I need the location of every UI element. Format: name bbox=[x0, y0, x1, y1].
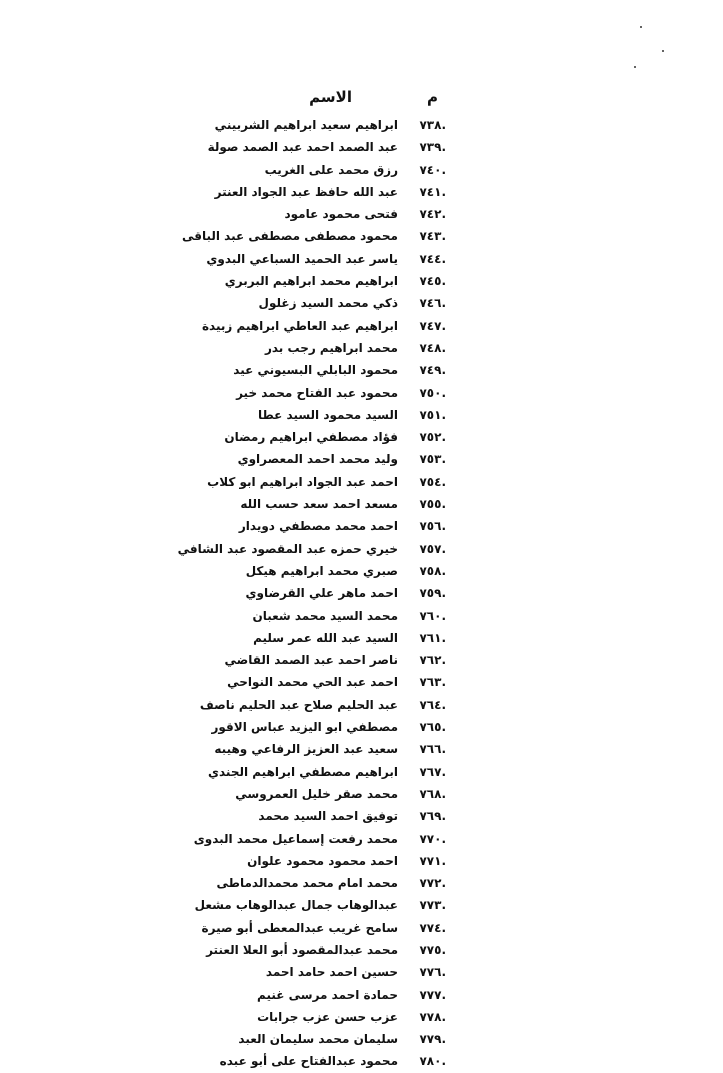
list-item bbox=[200, 448, 460, 470]
row-number: .٧٥٤ bbox=[419, 474, 446, 489]
scan-speck bbox=[640, 26, 642, 28]
list-item bbox=[200, 671, 460, 693]
row-number: .٧٧٦ bbox=[419, 965, 446, 980]
row-name: محمد السيد محمد شعبان bbox=[252, 608, 398, 623]
row-name: سعيد عبد العزيز الرفاعي وهيبه bbox=[214, 742, 398, 757]
row-name: محمود مصطفى مصطفى عبد الباقى bbox=[181, 229, 398, 244]
row-name: سليمان محمد سليمان العبد bbox=[238, 1032, 398, 1047]
row-number: .٧٥٢ bbox=[419, 430, 446, 445]
list-item bbox=[200, 292, 460, 314]
list-item bbox=[200, 136, 460, 158]
row-name: صبري محمد ابراهيم هيكل bbox=[245, 563, 398, 578]
row-number: .٧٦٠ bbox=[419, 608, 446, 623]
list-item bbox=[200, 761, 460, 783]
list-item bbox=[200, 1006, 460, 1028]
row-name: فتحى محمود عامود bbox=[284, 207, 398, 222]
scan-speck bbox=[634, 66, 636, 68]
row-number: .٧٦٣ bbox=[419, 675, 446, 690]
row-number: .٧٨٠ bbox=[419, 1054, 446, 1069]
row-name: خيري حمزه عبد المقصود عبد الشافي bbox=[177, 541, 398, 556]
list-item bbox=[200, 716, 460, 738]
row-number: .٧٥٧ bbox=[419, 541, 446, 556]
list-item bbox=[200, 359, 460, 381]
header-name-label: الاسم bbox=[309, 88, 352, 106]
list-item bbox=[200, 694, 460, 716]
list-item bbox=[200, 560, 460, 582]
row-name: احمد عبد الجواد ابراهيم ابو كلاب bbox=[207, 474, 398, 489]
list-item bbox=[200, 917, 460, 939]
list-item bbox=[200, 805, 460, 827]
row-name: محمود عبدالفتاح على أبو عبده bbox=[219, 1054, 398, 1069]
table-header bbox=[230, 88, 460, 110]
row-number: .٧٤٠ bbox=[419, 162, 446, 177]
list-item bbox=[200, 337, 460, 359]
row-number: .٧٦٩ bbox=[419, 809, 446, 824]
row-number: .٧٣٨ bbox=[419, 118, 446, 132]
row-name: محمد صقر خليل العمروسي bbox=[235, 786, 398, 801]
row-name: احمد عبد الحي محمد النواحي bbox=[227, 675, 398, 690]
list-item bbox=[200, 582, 460, 604]
row-name: احمد محمود محمود علوان bbox=[247, 853, 398, 868]
row-name: عبد الصمد احمد عبد الصمد صولة bbox=[207, 140, 398, 155]
row-number: .٧٤٤ bbox=[419, 251, 446, 266]
row-name: ابراهيم مصطفي ابراهيم الجندي bbox=[207, 764, 398, 779]
list-item bbox=[200, 850, 460, 872]
row-number: .٧٧٨ bbox=[419, 1009, 446, 1024]
row-name: مصطفي ابو اليزيد عباس الاقور bbox=[211, 720, 398, 735]
row-number: .٧٦١ bbox=[419, 630, 446, 645]
list-item bbox=[200, 426, 460, 448]
list-item bbox=[194, 894, 460, 916]
row-name: محمد امام محمد محمدالدماطى bbox=[216, 876, 398, 891]
row-name: محمد رفعت إسماعيل محمد البدوى bbox=[193, 831, 398, 846]
row-name: توفيق احمد السيد محمد bbox=[258, 809, 398, 824]
names-list bbox=[177, 114, 460, 1073]
row-name: عزب حسن عزب جرابات bbox=[257, 1009, 398, 1024]
row-name: ذكي محمد السيد زغلول bbox=[258, 296, 398, 311]
row-number: .٧٤٧ bbox=[419, 318, 446, 333]
list-item bbox=[200, 649, 460, 671]
list-item bbox=[200, 627, 460, 649]
row-number: .٧٧٢ bbox=[419, 876, 446, 891]
list-item bbox=[200, 872, 460, 894]
row-number: .٧٣٩ bbox=[419, 140, 446, 155]
row-number: .٧٤٨ bbox=[419, 340, 446, 355]
list-item bbox=[200, 382, 460, 404]
row-name: سامح غريب عبدالمعطى أبو صيرة bbox=[201, 920, 398, 935]
header-number-label: م bbox=[427, 88, 438, 106]
row-name: حسين احمد حامد احمد bbox=[265, 965, 398, 980]
list-item bbox=[200, 270, 460, 292]
list-item bbox=[200, 248, 460, 270]
row-name: ناصر احمد عبد الصمد القاضي bbox=[224, 653, 398, 668]
row-number: .٧٥٥ bbox=[419, 497, 446, 512]
row-number: .٧٧٠ bbox=[419, 831, 446, 846]
row-number: .٧٧١ bbox=[419, 853, 446, 868]
row-number: .٧٥١ bbox=[419, 407, 446, 422]
row-name: السيد محمود السيد عطا bbox=[257, 407, 398, 422]
list-item bbox=[200, 939, 460, 961]
list-item bbox=[200, 1028, 460, 1050]
list-item bbox=[181, 225, 460, 247]
row-number: .٧٦٧ bbox=[419, 764, 446, 779]
row-name: ابراهيم سعيد ابراهيم الشربيني bbox=[214, 118, 398, 132]
row-number: .٧٥٦ bbox=[419, 519, 446, 534]
row-name: ياسر عبد الحميد السباعي البدوي bbox=[206, 251, 398, 266]
scan-speck bbox=[662, 50, 664, 52]
row-name: ابراهيم عبد العاطي ابراهيم زبيدة bbox=[201, 318, 398, 333]
list-item bbox=[200, 181, 460, 203]
row-name: احمد ماهر علي القرضاوي bbox=[245, 586, 398, 601]
row-number: .٧٤٩ bbox=[419, 363, 446, 378]
list-item bbox=[200, 605, 460, 627]
row-number: .٧٦٤ bbox=[419, 697, 446, 712]
row-number: .٧٤٥ bbox=[419, 274, 446, 289]
list-item bbox=[200, 315, 460, 337]
row-name: عبدالوهاب جمال عبدالوهاب مشعل bbox=[194, 898, 398, 913]
list-item bbox=[200, 984, 460, 1006]
list-item bbox=[200, 471, 460, 493]
row-number: .٧٥٠ bbox=[419, 385, 446, 400]
list-item bbox=[193, 828, 460, 850]
row-name: احمد محمد مصطفي دويدار bbox=[238, 519, 398, 534]
row-number: .٧٤٢ bbox=[419, 207, 446, 222]
row-name: ابراهيم محمد ابراهيم البربري bbox=[224, 274, 398, 289]
list-item bbox=[200, 114, 460, 136]
row-number: .٧٧٧ bbox=[419, 987, 446, 1002]
row-name: حمادة احمد مرسى غنيم bbox=[257, 987, 398, 1002]
row-number: .٧٤١ bbox=[419, 184, 446, 199]
row-name: محمود البابلي البسيوني عيد bbox=[233, 363, 398, 378]
row-number: .٧٧٩ bbox=[419, 1032, 446, 1047]
list-item bbox=[200, 159, 460, 181]
row-number: .٧٧٣ bbox=[419, 898, 446, 913]
row-name: محمد ابراهيم رجب بدر bbox=[264, 340, 398, 355]
row-number: .٧٦٨ bbox=[419, 786, 446, 801]
row-name: مسعد احمد سعد حسب الله bbox=[240, 497, 398, 512]
list-item bbox=[200, 783, 460, 805]
row-number: .٧٤٦ bbox=[419, 296, 446, 311]
row-name: عبد الحليم صلاح عبد الحليم ناصف bbox=[199, 697, 398, 712]
list-item bbox=[200, 493, 460, 515]
row-number: .٧٥٨ bbox=[419, 563, 446, 578]
row-number: .٧٦٥ bbox=[419, 720, 446, 735]
row-name: السيد عبد الله عمر سليم bbox=[253, 630, 398, 645]
row-number: .٧٤٣ bbox=[419, 229, 446, 244]
row-number: .٧٦٦ bbox=[419, 742, 446, 757]
list-item bbox=[200, 961, 460, 983]
row-number: .٧٥٣ bbox=[419, 452, 446, 467]
list-item bbox=[177, 538, 460, 560]
row-name: محمد عبدالمقصود أبو العلا العنتر bbox=[206, 942, 398, 957]
row-name: وليد محمد احمد المعصراوي bbox=[237, 452, 398, 467]
row-name: محمود عبد الفتاح محمد خير bbox=[236, 385, 398, 400]
list-item bbox=[200, 1050, 460, 1072]
list-item bbox=[200, 738, 460, 760]
list-item bbox=[200, 404, 460, 426]
row-name: رزق محمد على الغريب bbox=[264, 162, 398, 177]
row-number: .٧٥٩ bbox=[419, 586, 446, 601]
list-item bbox=[200, 203, 460, 225]
row-number: .٧٦٢ bbox=[419, 653, 446, 668]
row-number: .٧٧٥ bbox=[419, 942, 446, 957]
row-number: .٧٧٤ bbox=[419, 920, 446, 935]
list-item bbox=[200, 515, 460, 537]
row-name: عبد الله حافظ عبد الجواد العنتر bbox=[214, 184, 398, 199]
row-name: فؤاد مصطفي ابراهيم رمضان bbox=[224, 430, 398, 445]
